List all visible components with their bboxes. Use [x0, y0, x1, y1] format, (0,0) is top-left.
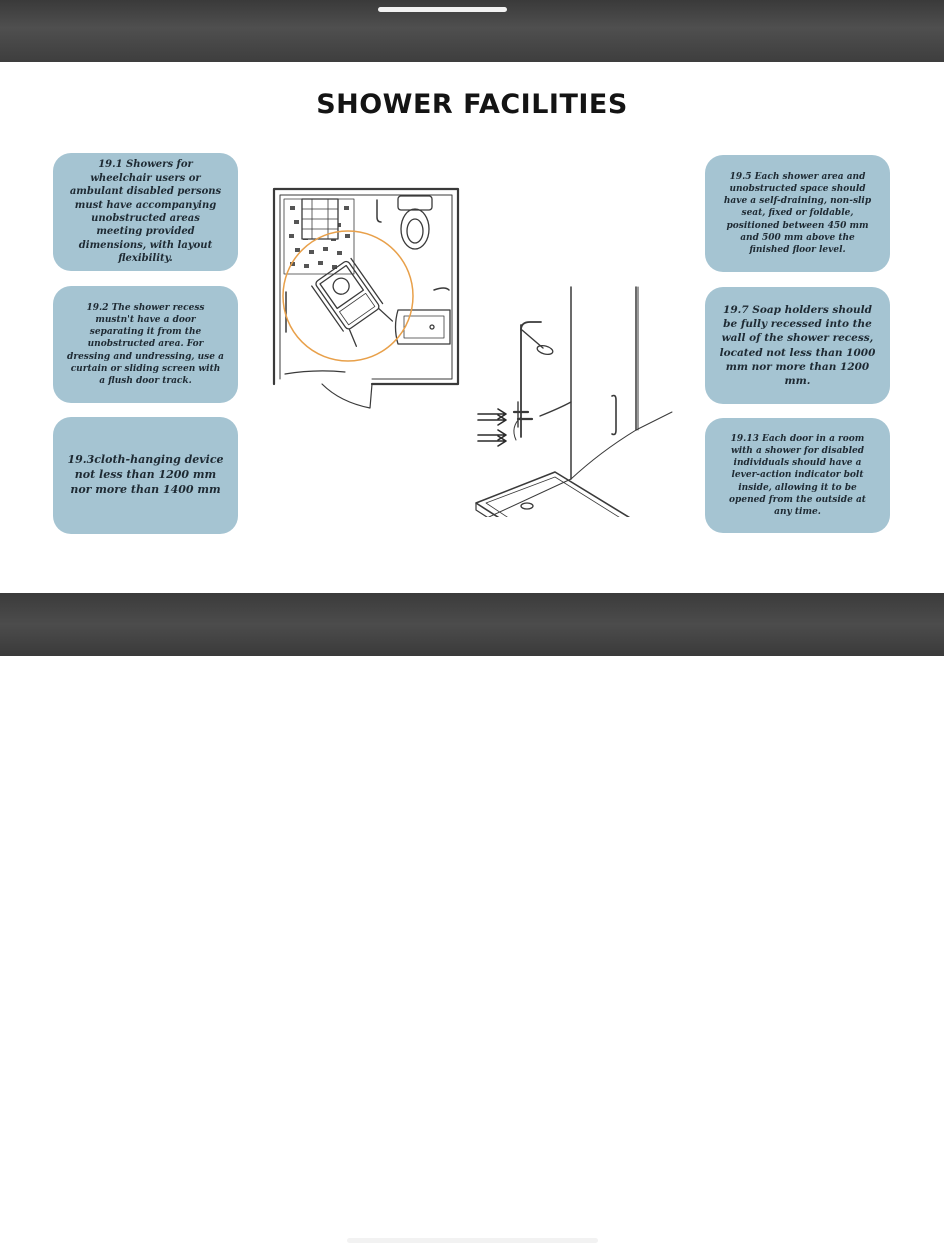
bottom-bar [0, 593, 944, 656]
info-card-text: 19.3cloth-hanging device not less than 1200 mm nor more than 1400 mm [67, 453, 224, 496]
shower-enclosure-drawing [450, 287, 672, 517]
top-handle-indicator[interactable] [378, 7, 507, 12]
info-card-19-1 [53, 153, 238, 271]
info-card-text: 19.1 Showers for wheelchair users or ambulant disabled persons must have accompanying unobstructed areas meeting provided dimensions, with layout flexibility. [69, 159, 222, 265]
info-card-text: 19.13 Each door in a room with a shower for disabled individuals should have a lever-action indicator bolt inside, allowing it to be opened from the outside at any time. [729, 434, 866, 517]
info-card-19-3 [53, 417, 238, 534]
info-card-19-2 [53, 286, 238, 403]
slide-title: SHOWER FACILITIES [316, 89, 628, 120]
slide [0, 62, 944, 593]
floor-plan-drawing [274, 189, 458, 408]
home-indicator[interactable] [347, 1238, 598, 1243]
info-card-text: 19.7 Soap holders should be fully recessed into the wall of the shower recess, located not less than 1000 mm nor more than 1200 mm. [719, 304, 876, 387]
info-card-text: 19.2 The shower recess mustn't have a door separating it from the unobstructed area. For dressing and undressing, use a curtain or sliding screen with a flush door track. [67, 303, 224, 386]
info-card-text: 19.5 Each shower area and unobstructed space should have a self-draining, non-slip seat, fixed or foldable, positioned between 450 mm and 500 mm above the finished floor level. [723, 172, 872, 255]
wheelchair-icon [311, 258, 394, 348]
shower-illustration [260, 172, 690, 517]
info-card-19-7 [705, 287, 890, 404]
info-card-19-5 [705, 155, 890, 272]
info-card-19-13 [705, 418, 890, 533]
direction-arrows-icon [478, 409, 506, 446]
top-bar [0, 0, 944, 62]
